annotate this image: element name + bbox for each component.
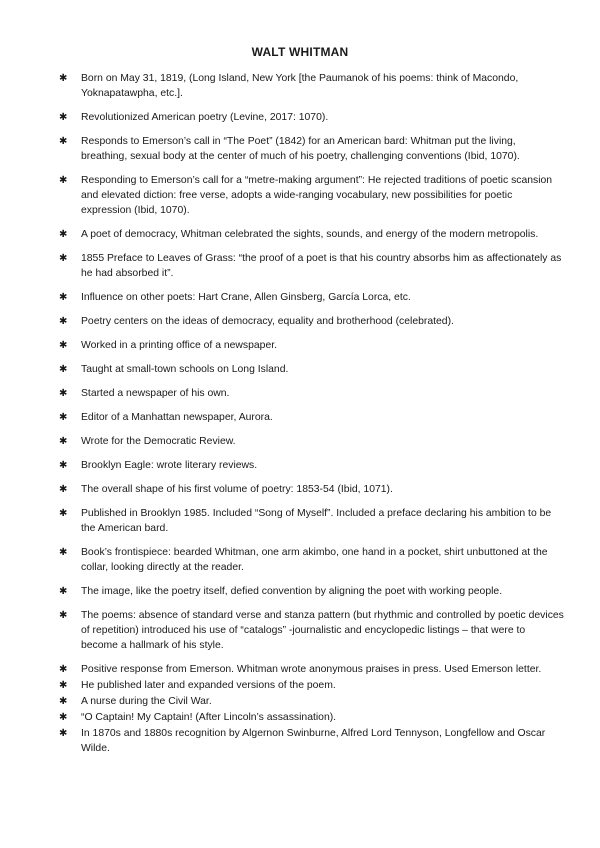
list-item (59, 434, 564, 449)
list-item-text: Born on May 31, 1819, (Long Island, New York [the Paumanok of his poems: think of Macondo, Yoknapatawpha, etc.]. (81, 73, 519, 99)
asterisk-bullet-icon: ✱ (59, 508, 68, 519)
list-item-text: A nurse during the Civil War. (81, 696, 212, 707)
page-title: WALT WHITMAN (251, 45, 349, 59)
asterisk-bullet-icon: ✱ (59, 728, 68, 739)
list-item-text: He published later and expanded versions of the poem. (81, 680, 336, 691)
asterisk-bullet-icon: ✱ (59, 136, 68, 147)
list-item (59, 386, 564, 401)
asterisk-bullet-icon: ✱ (59, 696, 68, 707)
list-item (59, 251, 564, 281)
asterisk-bullet-icon: ✱ (59, 680, 68, 691)
asterisk-bullet-icon: ✱ (59, 253, 68, 264)
list-item-text: Editor of a Manhattan newspaper, Aurora. (81, 412, 273, 423)
list-item-text: Revolutionized American poetry (Levine, 2017: 1070). (81, 112, 329, 123)
list-item-text: In 1870s and 1880s recognition by Algernon Swinburne, Alfred Lord Tennyson, Longfellow and Oscar Wilde. (81, 728, 546, 754)
asterisk-bullet-icon: ✱ (59, 316, 68, 327)
list-item (59, 726, 564, 756)
list-item-text: The image, like the poetry itself, defied convention by aligning the poet with working people. (81, 586, 503, 597)
list-item-text: Influence on other poets: Hart Crane, Allen Ginsberg, García Lorca, etc. (81, 292, 411, 303)
list-item-text: Worked in a printing office of a newspaper. (81, 340, 278, 351)
list-item (59, 482, 564, 497)
asterisk-bullet-icon: ✱ (59, 388, 68, 399)
list-item (59, 290, 564, 305)
list-item-text: Book’s frontispiece: bearded Whitman, one arm akimbo, one hand in a pocket, shirt unbuttoned at the collar, looking directly at the reader. (81, 547, 548, 573)
list-item-text: The overall shape of his first volume of poetry: 1853-54 (Ibid, 1071). (81, 484, 393, 495)
list-item-text: Responds to Emerson’s call in “The Poet” (1842) for an American bard: Whitman put the living, breathing, sexual body at the center of much of his poetry, challenging conventions (Ibid, 1070). (81, 136, 520, 162)
list-item (59, 458, 564, 473)
asterisk-bullet-icon: ✱ (59, 292, 68, 303)
asterisk-bullet-icon: ✱ (59, 364, 68, 375)
list-item (59, 71, 564, 101)
list-item-text: Poetry centers on the ideas of democracy, equality and brotherhood (celebrated). (81, 316, 454, 327)
list-item (59, 584, 564, 599)
list-item (59, 362, 564, 377)
list-item (59, 314, 564, 329)
asterisk-bullet-icon: ✱ (59, 586, 68, 597)
asterisk-bullet-icon: ✱ (59, 460, 68, 471)
list-item (59, 694, 564, 709)
list-item-text: Taught at small-town schools on Long Island. (81, 364, 289, 375)
list-item-text: Wrote for the Democratic Review. (81, 436, 236, 447)
list-item (59, 134, 564, 164)
list-item-text: Started a newspaper of his own. (81, 388, 230, 399)
list-item (59, 506, 564, 536)
list-item-text: “O Captain! My Captain! (After Lincoln’s assassination). (81, 712, 337, 723)
asterisk-bullet-icon: ✱ (59, 712, 68, 723)
list-item-text: Published in Brooklyn 1985. Included “Song of Myself”. Included a preface declaring his ambition to be the American bard. (81, 508, 552, 534)
asterisk-bullet-icon: ✱ (59, 175, 68, 186)
list-item (59, 410, 564, 425)
bullet-list (59, 71, 564, 757)
asterisk-bullet-icon: ✱ (59, 610, 68, 621)
asterisk-bullet-icon: ✱ (59, 484, 68, 495)
asterisk-bullet-icon: ✱ (59, 664, 68, 675)
list-item-text: Positive response from Emerson. Whitman wrote anonymous praises in press. Used Emerson letter. (81, 664, 542, 675)
list-item (59, 173, 564, 218)
asterisk-bullet-icon: ✱ (59, 436, 68, 447)
list-item (59, 338, 564, 353)
list-item-text: A poet of democracy, Whitman celebrated the sights, sounds, and energy of the modern metropolis. (81, 229, 539, 240)
list-item-text: Brooklyn Eagle: wrote literary reviews. (81, 460, 258, 471)
list-item (59, 608, 564, 653)
asterisk-bullet-icon: ✱ (59, 229, 68, 240)
list-item-text: Responding to Emerson’s call for a “metre-making argument”: He rejected traditions of poetic scansion and elevated diction: free verse, adopts a wide-ranging vocabulary, new possibilities for poetic expression (Ibid, 1070). (81, 175, 553, 216)
asterisk-bullet-icon: ✱ (59, 73, 68, 84)
asterisk-bullet-icon: ✱ (59, 547, 68, 558)
list-item-text: The poems: absence of standard verse and stanza pattern (but rhythmic and controlled by poetic devices of repetition) introduced his use of “catalogs” -journalistic and encyclopedic listings – that were to become a hallmark of his style. (81, 610, 564, 651)
asterisk-bullet-icon: ✱ (59, 412, 68, 423)
asterisk-bullet-icon: ✱ (59, 112, 68, 123)
list-item (59, 710, 564, 725)
list-item (59, 662, 564, 677)
list-item (59, 110, 564, 125)
list-item (59, 545, 564, 575)
asterisk-bullet-icon: ✱ (59, 340, 68, 351)
list-item (59, 227, 564, 242)
list-item-text: 1855 Preface to Leaves of Grass: “the proof of a poet is that his country absorbs him as affectionately as he had absorbed it”. (81, 253, 562, 279)
list-item (59, 678, 564, 693)
